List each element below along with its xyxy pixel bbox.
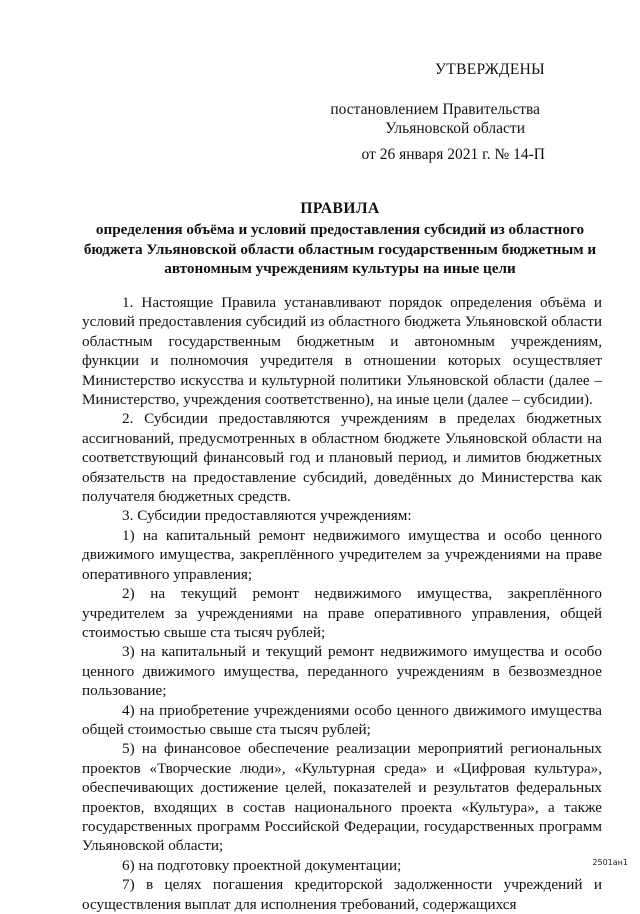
approval-heading: УТВЕРЖДЕНЫ <box>435 61 545 78</box>
list-item-5: 5) на финансовое обеспечение реализации мероприятий региональных проектов «Творческие люди», «Культурная среда» и «Цифровая культура», обеспечивающих достижение целей, показателей и результатов федеральных проектов, входящих в состав национального проекта «Культура», а также государственных программ Российской Федерации, государственных программ Ульяновской области; <box>82 740 602 855</box>
approval-date-number: от 26 января 2021 г. № 14-П <box>361 146 545 163</box>
document-body <box>82 293 602 914</box>
list-item-6: 6) на подготовку проектной документации; <box>122 856 402 874</box>
approval-region: Ульяновской области <box>385 120 525 137</box>
paragraph-1: 1. Настоящие Правила устанавливают порядок определения объёма и условий предоставления субсидий из областного бюджета Ульяновской области областным государственным бюджетным и автономным учреждениям, функции и полномочия учредителя в отношении которых осуществляет Министерство искусства и культурной политики Ульяновской области (далее – Министерство, учреждения соответственно), на иные цели (далее – субсидии). <box>82 294 602 409</box>
document-code: 2501ан1 <box>592 858 628 867</box>
paragraph-2: 2. Субсидии предоставляются учреждениям в пределах бюджетных ассигнований, предусмотренных в областном бюджете Ульяновской области на соответствующий финансовый год и плановый период, и лимитов бюджетных обязательств на предоставление субсидий, доведённых до Министерства как получателя бюджетных средств. <box>82 410 602 506</box>
list-item-7: 7) в целях погашения кредиторской задолженности учреждений и осуществления выплат для исполнения требований, содержащихся <box>82 876 602 913</box>
approval-resolution: постановлением Правительства <box>330 101 540 118</box>
list-item-4: 4) на приобретение учреждениями особо ценного движимого имущества общей стоимостью свыше ста тысяч рублей; <box>82 701 602 738</box>
list-item-3: 3) на капитальный и текущий ремонт недвижимого имущества и особо ценного движимого имущества, переданного учреждениям в безвозмездное пользование; <box>82 643 602 700</box>
list-item-1: 1) на капитальный ремонт недвижимого имущества и особо ценного движимого имущества, закреплённого учредителем за учреждениями на праве оперативного управления; <box>82 526 602 583</box>
document-subtitle: определения объёма и условий предоставления субсидий из областного бюджета Ульяновской области областным государственным бюджетным и автономным учреждениям культуры на иные цели <box>83 221 597 277</box>
paragraph-3: 3. Субсидии предоставляются учреждениям: <box>122 507 412 525</box>
list-item-2: 2) на текущий ремонт недвижимого имущества, закреплённого учредителем за учреждениями на праве оперативного управления, общей стоимостью свыше ста тысяч рублей; <box>82 585 602 641</box>
document-title: ПРАВИЛА <box>300 200 380 217</box>
